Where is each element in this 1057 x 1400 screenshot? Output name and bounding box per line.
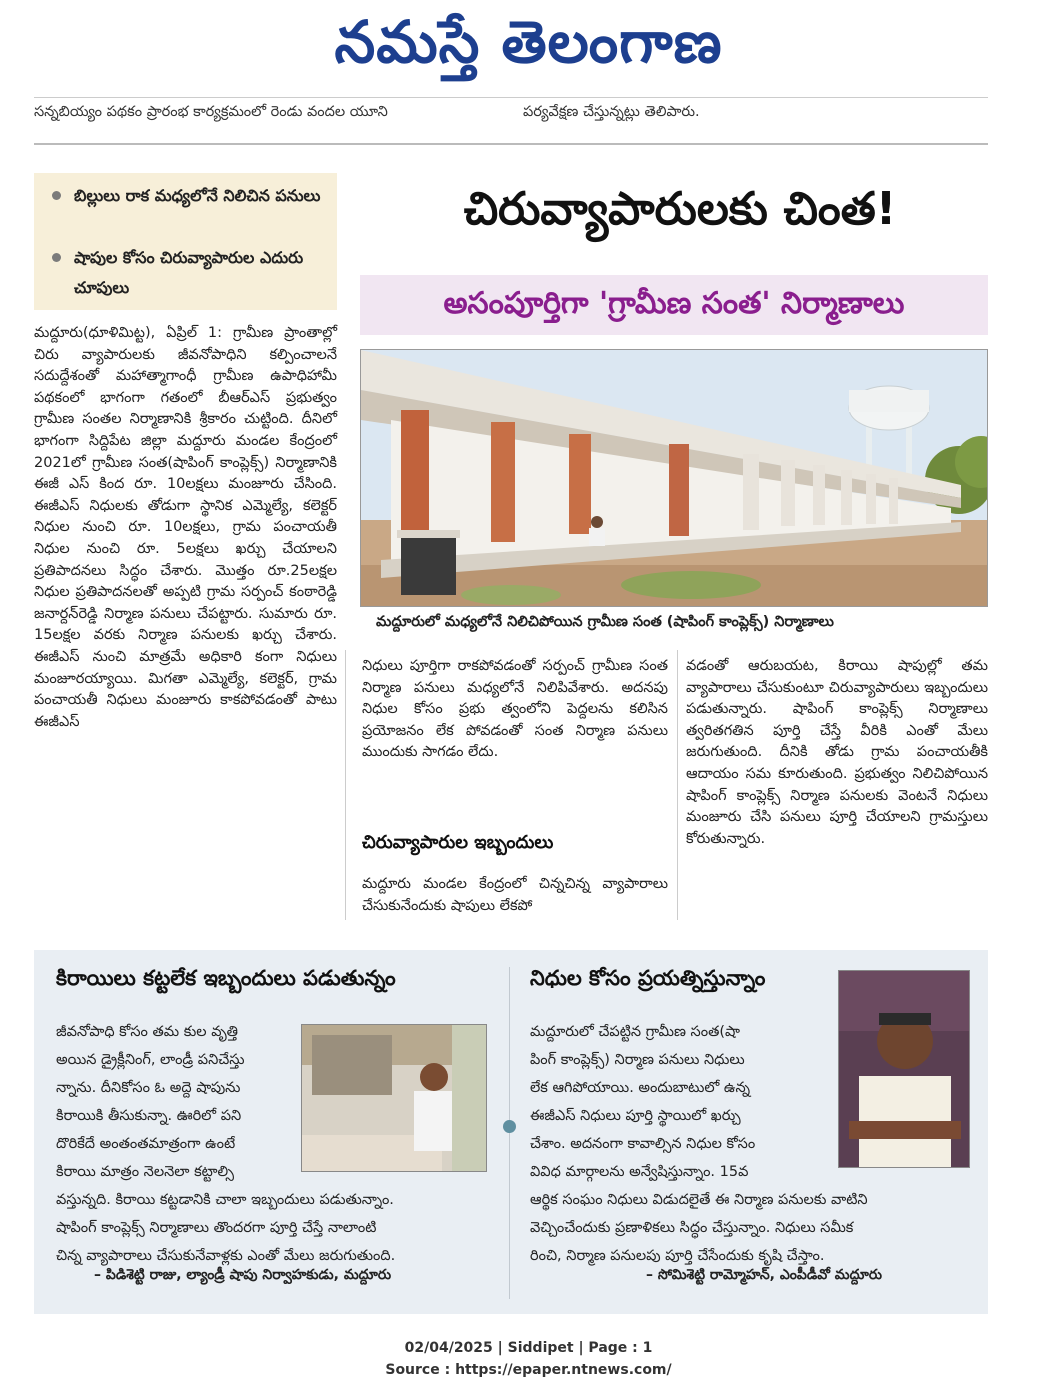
quote-attribution-left: – పిడిశెట్టి రాజు, ల్యాండ్రీ షాపు నిర్వాహకుడు, మద్దూరు [94,1267,392,1283]
quote-line: రించి, నిర్మాణ పనులపు పూర్తి చేసేందుకు కృషి చేస్తాం. [530,1248,825,1264]
article-paragraph: మద్దూరు(ధూళిమిట్ట), ఏప్రిల్ 1: గ్రామీణ ప్రాంతాల్లో చిరు వ్యాపారులకు జీవనోపాధిని కల్పించాలనే సదుద్దేశంతో మహాత్మాగాంధీ గ్రామీణ ఉపాధిహామీ పథకంలో భాగంగా గతంలో బీఆర్ఎస్ ప్రభుత్వం గ్రామీణ సంతల నిర్మాణానికి శ్రీకారం చుట్టింది. దీనిలో భాగంగా సిద్దిపేట జిల్లా మద్దూరు మండల కేంద్రంలో 2021లో గ్రామీణ సంత(షాపింగ్ కాంప్లెక్స్) నిర్మాణానికి ఈజీ ఎస్ కింద రూ. 10లక్షలు మంజూరు చేసింది. ఈజీఎస్ నిధులకు తోడుగా స్థానిక ఎమ్మెల్యే, కలెక్టర్ నిధుల నుంచి రూ. 10లక్షలు, గ్రామ పంచాయతీ నిధుల నుంచి రూ. 5లక్షలు ఖర్చు చేయాలని ప్రతిపాదనలు సిద్ధం చేశారు. మొత్తం రూ.25లక్షల నిధుల ప్రతిపాదనలతో అప్పటి గ్రామ సర్పంచ్ కంఠారెడ్డి జనార్దన్‌రెడ్డి నిర్మాణ పనులు చేపట్టారు. సుమారు రూ. 15లక్షల వరకు నిర్మాణ పనులకు ఖర్చు చేశారు. ఈజీఎస్ నుంచి మాత్రమే అధికారి కంగా నిధులు మంజూరయ్యాయి. మిగతా ఎమ్మెల్యే, కలెక్టర్, గ్రామ పంచాయతీ నిధులు మంజూరు కాకపోవడంతో పాటు ఈజీఎస్ [34,325,337,730]
quote-line: ఈజీఎస్ నిధులు పూర్తి స్థాయిలో ఖర్చు [530,1108,741,1124]
person-photo-image [302,1025,487,1172]
quote-line: దొరికేదే అంతంతమాత్రంగా ఉంటే [56,1136,236,1152]
highlight-text: షాపుల కోసం చిరువ్యాపారుల ఎదురు చూపులు [74,248,304,297]
highlight-text: బిల్లులు రాక మధ్యలోనే నిలిచిన పనులు [74,186,321,205]
quote-heading-right: నిధుల కోసం ప్రయత్నిస్తున్నాం [530,966,766,990]
quote-line: అయిన డ్రైక్లీనింగ్, లాండ్రీ పనిచేస్తు [56,1052,245,1068]
quote-line: న్నాను. దీనికోసం ఓ అద్దె షాపును [56,1080,241,1096]
column-divider [345,650,346,920]
laundry-shop-owner-photo [301,1024,487,1172]
quote-line: వెచ్చించేందుకు ప్రణాళికలు సిద్ధం చేస్తున్నాం. నిధులు సమీక [530,1220,854,1236]
divider-dot-icon [503,1120,516,1133]
quote-line: వివిధ మార్గాలను అన్వేషిస్తున్నాం. 15వ [530,1164,749,1180]
quote-line: షాపింగ్ కాంప్లెక్స్ నిర్మాణాలు తొందరగా పూర్తి చేస్తే నాలాంటి [56,1220,377,1236]
footer-source-link: Source : https://epaper.ntnews.com/ [385,1362,672,1378]
article-paragraph: మద్దూరు మండల కేంద్రంలో చిన్నచిన్న వ్యాపారాలు చేసుకునేందుకు షాపులు లేకపో [362,876,668,914]
quote-text-left [56,1018,396,1270]
bullet-icon [52,191,61,200]
quote-line: పింగ్ కాంప్లెక్స్) నిర్మాణ పనులు నిధులు [530,1052,745,1068]
bullet-icon [52,253,61,262]
article-column-2 [362,656,668,764]
carryover-text-left: సన్నబియ్యం పథకం ప్రారంభ కార్యక్రమంలో రెండు వందల యూని [34,104,388,120]
highlight-item [52,181,322,211]
quote-text-right [530,1018,868,1270]
quote-line: కిరాయి మాత్రం నెలనెలా కట్టాల్సి [56,1164,235,1180]
article-column-1 [34,323,337,733]
quote-line: కిరాయికి తీసుకున్నా. ఊరిలో పని [56,1108,242,1124]
quote-line: మద్దూరులో చేపట్టిన గ్రామీణ సంత(షా [530,1024,740,1040]
footer-date-edition: 02/04/2025 | Siddipet | Page : 1 [404,1340,653,1356]
column-divider [677,650,678,920]
masthead-divider [34,97,988,98]
section-divider [34,143,988,145]
quote-line: ఆర్థిక సంఘం నిధులు విడుదలైతే ఈ నిర్మాణ పనులకు వాటిని [530,1192,868,1208]
article-paragraph: నిధులు పూర్తిగా రాకపోవడంతో సర్పంచ్ గ్రామీణ సంత నిర్మాణ పనులు మధ్యలోనే నిలిపివేశారు. అదనపు నిధుల కోసం ప్రభు త్వంలోని పెద్దలను కలిసిన ప్రయోజనం లేక పోవడంతో సంత నిర్మాణ పనులు ముందుకు సాగడం లేదు. [362,658,668,761]
quote-line: లేక ఆగిపోయాయి. అందుబాటులో ఉన్న [530,1080,750,1096]
article-paragraph: వడంతో ఆరుబయట, కిరాయి షాపుల్లో తమ వ్యాపారాలు చేసుకుంటూ చిరువ్యాపారులు ఇబ్బందులు పడుతున్నారు. షాపింగ్ కాంప్లెక్స్ నిర్మాణాలు త్వరితగతిన పూర్తి చేస్తే వీరికి ఎంతో మేలు జరుగుతుంది. దీనికి తోడు గ్రామ పంచాయతీకి ఆదాయం సమ కూరుతుంది. ప్రభుత్వం నిలిచిపోయిన షాపింగ్ కాంప్లెక్స్ నిర్మాణ పనులకు వెంటనే నిధులు మంజూరు చేసి పనులు పూర్తి చేయాలని గ్రామస్తులు కోరుతున్నారు. [686,658,988,847]
quote-line: వస్తున్నది. కిరాయి కట్టడానికి చాలా ఇబ్బందులు పడుతున్నాం. [56,1192,394,1208]
carryover-text-right: పర్యవేక్షణ చేస్తున్నట్లు తెలిపారు. [523,104,700,120]
market-complex-image [361,350,988,607]
newspaper-masthead: నమస్తే తెలంగాణ [334,8,723,76]
mpdo-portrait-photo [838,970,970,1168]
highlights-box [34,173,337,310]
quote-line: జీవనోపాధి కోసం తమ కుల వృత్తి [56,1024,238,1040]
quote-attribution-right: – సోమిశెట్టి రామ్మోహన్, ఎంపీడీవో మద్దూరు [646,1267,882,1283]
article-column-2-continued [362,874,668,917]
highlight-item [52,243,322,303]
quotes-divider [509,967,510,1299]
article-subheadline: అసంపూర్తిగా 'గ్రామీణ సంత' నిర్మాణాలు [443,286,905,321]
article-column-3 [686,656,988,850]
quote-line: చిన్న వ్యాపారాలు చేసుకునేవాళ్లకు ఎంతో మేలు జరుగుతుంది. [56,1248,396,1264]
article-crosshead: చిరువ్యాపారుల ఇబ్బందులు [362,832,554,853]
market-complex-photo [360,349,988,607]
portrait-image [839,971,970,1168]
article-headline: చిరువ్యాపారులకు చింత! [463,182,897,235]
quote-heading-left: కిరాయిలు కట్టలేక ఇబ్బందులు పడుతున్నం [56,966,396,990]
photo-caption: మద్దూరులో మధ్యలోనే నిలిచిపోయిన గ్రామీణ సంత (షాపింగ్ కాంప్లెక్స్) నిర్మాణాలు [376,614,834,630]
quote-line: చేశాం. అదనంగా కావాల్సిన నిధుల కోసం [530,1136,756,1152]
